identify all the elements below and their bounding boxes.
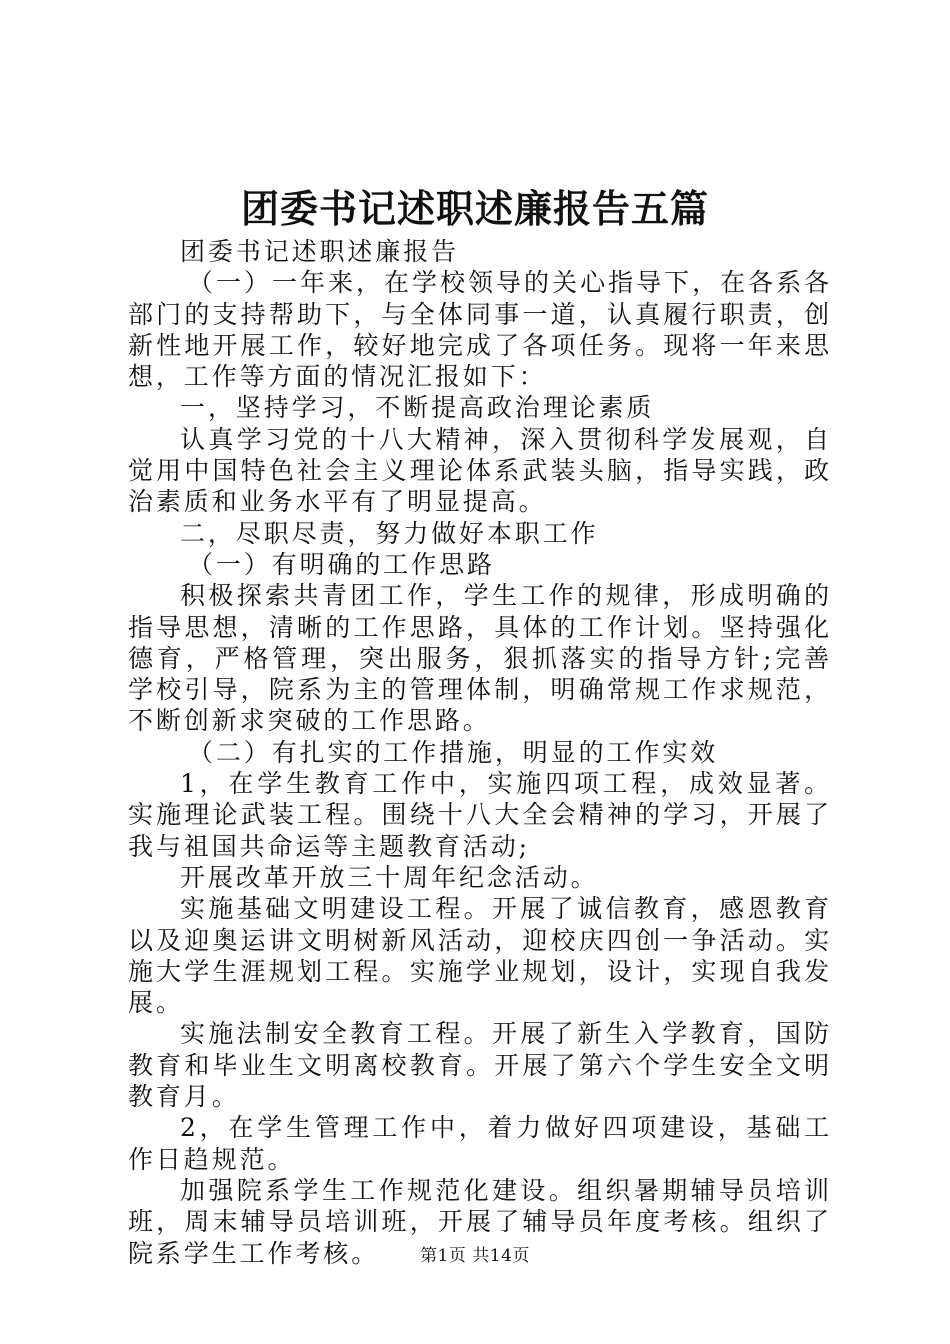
paragraph: 积极探索共青团工作，学生工作的规律，形成明确的指导思想，清晰的工作思路，具体的工作计划。坚持强化德育，严格管理，突出服务，狠抓落实的指导方针;完善学校引导，院系为主的管理体制，明确常规工作求规范，不断创新求突破的工作思路。 [128,581,832,736]
page-number: 第1页 共14页 [420,1246,530,1266]
paragraph: 开展改革开放三十周年纪念活动。 [180,862,599,892]
section-heading: 二，尽职尽责，努力做好本职工作 [180,518,599,548]
section-heading: 一，坚持学习，不断提高政治理论素质 [180,393,655,423]
paragraph: 实施法制安全教育工程。开展了新生入学教育，国防教育和毕业生文明离校教育。开展了第六个学生安全文明教育月。 [128,1019,832,1112]
paragraph: 实施基础文明建设工程。开展了诚信教育，感恩教育以及迎奥运讲文明树新风活动，迎校庆四创一争活动。实施大学生涯规划工程。实施学业规划，设计，实现自我发展。 [128,894,832,1018]
document-title: 团委书记述职述廉报告五篇 [240,186,709,231]
subsection-heading: （二）有扎实的工作措施，明显的工作实效 [188,737,719,767]
paragraph: 加强院系学生工作规范化建设。组织暑期辅导员培训班，周末辅导员培训班，开展了辅导员年度考核。组织了院系学生工作考核。 [128,1175,832,1268]
paragraph: 2，在学生管理工作中，着力做好四项建设，基础工作日趋规范。 [128,1113,832,1174]
paragraph: （一）一年来，在学校领导的关心指导下，在各系各部门的支持帮助下，与全体同事一道，认真履行职责，创新性地开展工作，较好地完成了各项任务。现将一年来思想，工作等方面的情况汇报如下： [128,268,832,392]
subsection-heading: （一）有明确的工作思路 [188,549,495,579]
paragraph: 团委书记述职述廉报告 [180,237,460,266]
paragraph: 1，在学生教育工作中，实施四项工程，成效显著。实施理论武装工程。围绕十八大全会精神的学习，开展了我与祖国共命运等主题教育活动; [128,769,832,861]
document-body [128,236,832,1269]
paragraph: 认真学习党的十八大精神，深入贯彻科学发展观，自觉用中国特色社会主义理论体系武装头脑，指导实践，政治素质和业务水平有了明显提高。 [128,424,832,517]
